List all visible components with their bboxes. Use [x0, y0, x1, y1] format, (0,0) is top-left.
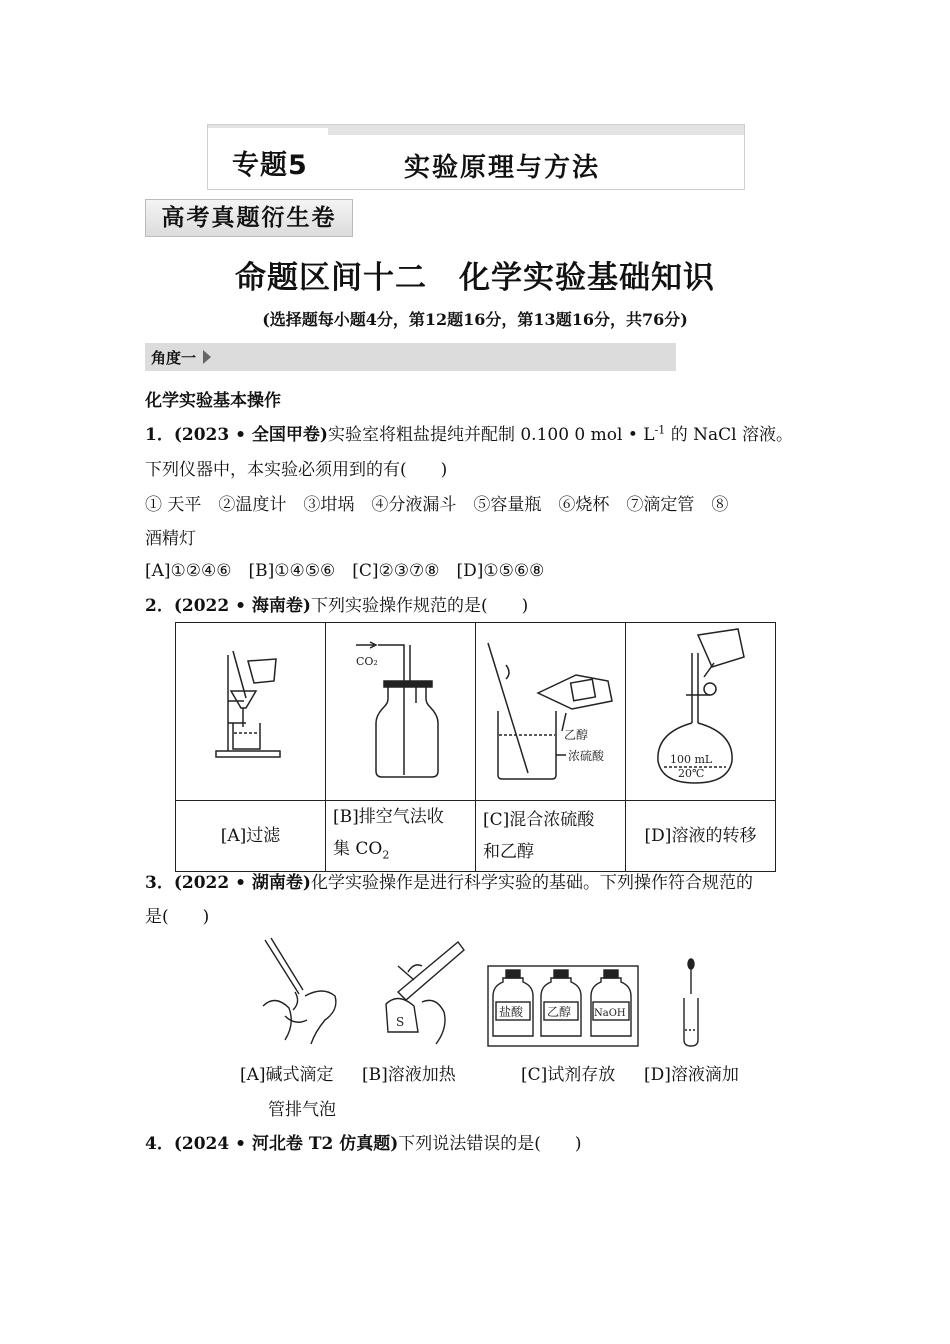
question-source: (2024 • 河北卷 T2 仿真题): [173, 1134, 399, 1154]
figure-gas-collection: [326, 623, 476, 801]
caption-c: [476, 801, 626, 872]
angle-label: 角度一: [151, 349, 197, 367]
question-number: 3．: [145, 873, 174, 893]
figure-filtration: [176, 623, 326, 801]
gas-collection-figure: [326, 623, 475, 796]
caption-a: [176, 801, 326, 872]
heating-figure: [378, 936, 468, 1048]
caption-text: [B]排空气法收: [333, 807, 444, 827]
question-4-stem: [145, 1129, 582, 1154]
transfer-figure: [626, 623, 775, 796]
question-text: 下列说法错误的是( ): [398, 1134, 582, 1154]
q3-caption-d: [D]溶液滴加: [644, 1065, 739, 1085]
question-number: 4．: [145, 1134, 174, 1154]
question-2-stem: [145, 591, 528, 616]
q3-caption-a-cont: 管排气泡: [268, 1100, 336, 1120]
mixing-figure: [476, 623, 625, 796]
question-text: 实验室将粗盐提纯并配制 0.100 0 mol • L: [327, 425, 655, 445]
question-number: 1．: [145, 425, 174, 445]
q3-caption-b: [B]溶液加热: [362, 1065, 456, 1085]
banner-decor-strip: [328, 125, 744, 135]
conc-acid-label: 浓硫酸: [568, 749, 605, 763]
svg-text:S: S: [396, 1015, 405, 1029]
question-3-stem-cont: 是( ): [145, 907, 210, 927]
topic-banner: [207, 124, 745, 190]
ethanol-label: 乙醇: [564, 728, 589, 742]
score-note: (选择题每小题4分，第12题16分，第13题16分，共76分): [262, 310, 688, 329]
bottle-label-naoh: NaOH: [594, 1008, 626, 1019]
reagent-bottles-figure: [487, 964, 639, 1048]
flask-temp-label: 20℃: [678, 767, 705, 780]
apparatus-table: [175, 622, 776, 872]
triangle-icon: [203, 350, 211, 364]
topic-number: 专题5: [232, 150, 308, 181]
caption-text: [C]混合浓硫酸: [483, 810, 595, 831]
section-title: 化学实验基本操作: [145, 391, 281, 411]
q3-caption-c: [C]试剂存放: [521, 1065, 616, 1085]
caption-text: [D]溶液的转移: [644, 826, 757, 847]
question-1-items-cont: 酒精灯: [145, 529, 196, 549]
question-text: 下列实验操作规范的是( ): [310, 596, 529, 616]
caption-text: [A]过滤: [220, 826, 281, 847]
question-source: (2023 • 全国甲卷): [173, 425, 328, 445]
question-source: (2022 • 湖南卷): [173, 873, 311, 893]
caption-text-cont: 集 $CO_2$: [333, 839, 390, 862]
question-1-options: [A]①②④⑥ [B]①④⑤⑥ [C]②③⑦⑧ [D]①⑤⑥⑧: [145, 561, 545, 581]
superscript: -1: [654, 423, 666, 437]
question-1-items: ① 天平 ②温度计 ③坩埚 ④分液漏斗 ⑤容量瓶 ⑥烧杯 ⑦滴定管 ⑧: [145, 495, 729, 515]
caption-text-cont: 和乙醇: [483, 842, 534, 863]
dropping-figure: [676, 958, 706, 1048]
bottle-label-hcl: 盐酸: [499, 1005, 524, 1019]
figure-transfer: [626, 623, 776, 801]
flask-volume-label: 100 mL: [670, 753, 713, 766]
question-text: 化学实验操作是进行科学实验的基础。下列操作符合规范的: [310, 873, 753, 893]
page-title: 命题区间十二 化学实验基础知识: [235, 260, 715, 296]
angle-bar: [145, 343, 676, 371]
q3-caption-a: [A]碱式滴定: [240, 1065, 334, 1085]
question-text: 的 NaCl 溶液。: [665, 425, 793, 445]
question-1-stem-line2: 下列仪器中，本实验必须用到的有( ): [145, 460, 448, 480]
banner-decor: [208, 125, 328, 128]
sub-banner: 高考真题衍生卷: [145, 199, 353, 237]
figure-mixing: [476, 623, 626, 801]
burette-figure: [255, 936, 345, 1048]
question-3-stem: [145, 868, 753, 893]
question-1-stem: [145, 420, 793, 445]
co2-label: CO₂: [356, 655, 378, 668]
bottle-label-ethanol: 乙醇: [547, 1005, 572, 1019]
caption-b: [326, 801, 476, 872]
question-source: (2022 • 海南卷): [173, 596, 311, 616]
caption-d: [626, 801, 776, 872]
question-number: 2．: [145, 596, 174, 616]
topic-title: 实验原理与方法: [404, 153, 601, 183]
filtration-figure: [176, 623, 325, 796]
